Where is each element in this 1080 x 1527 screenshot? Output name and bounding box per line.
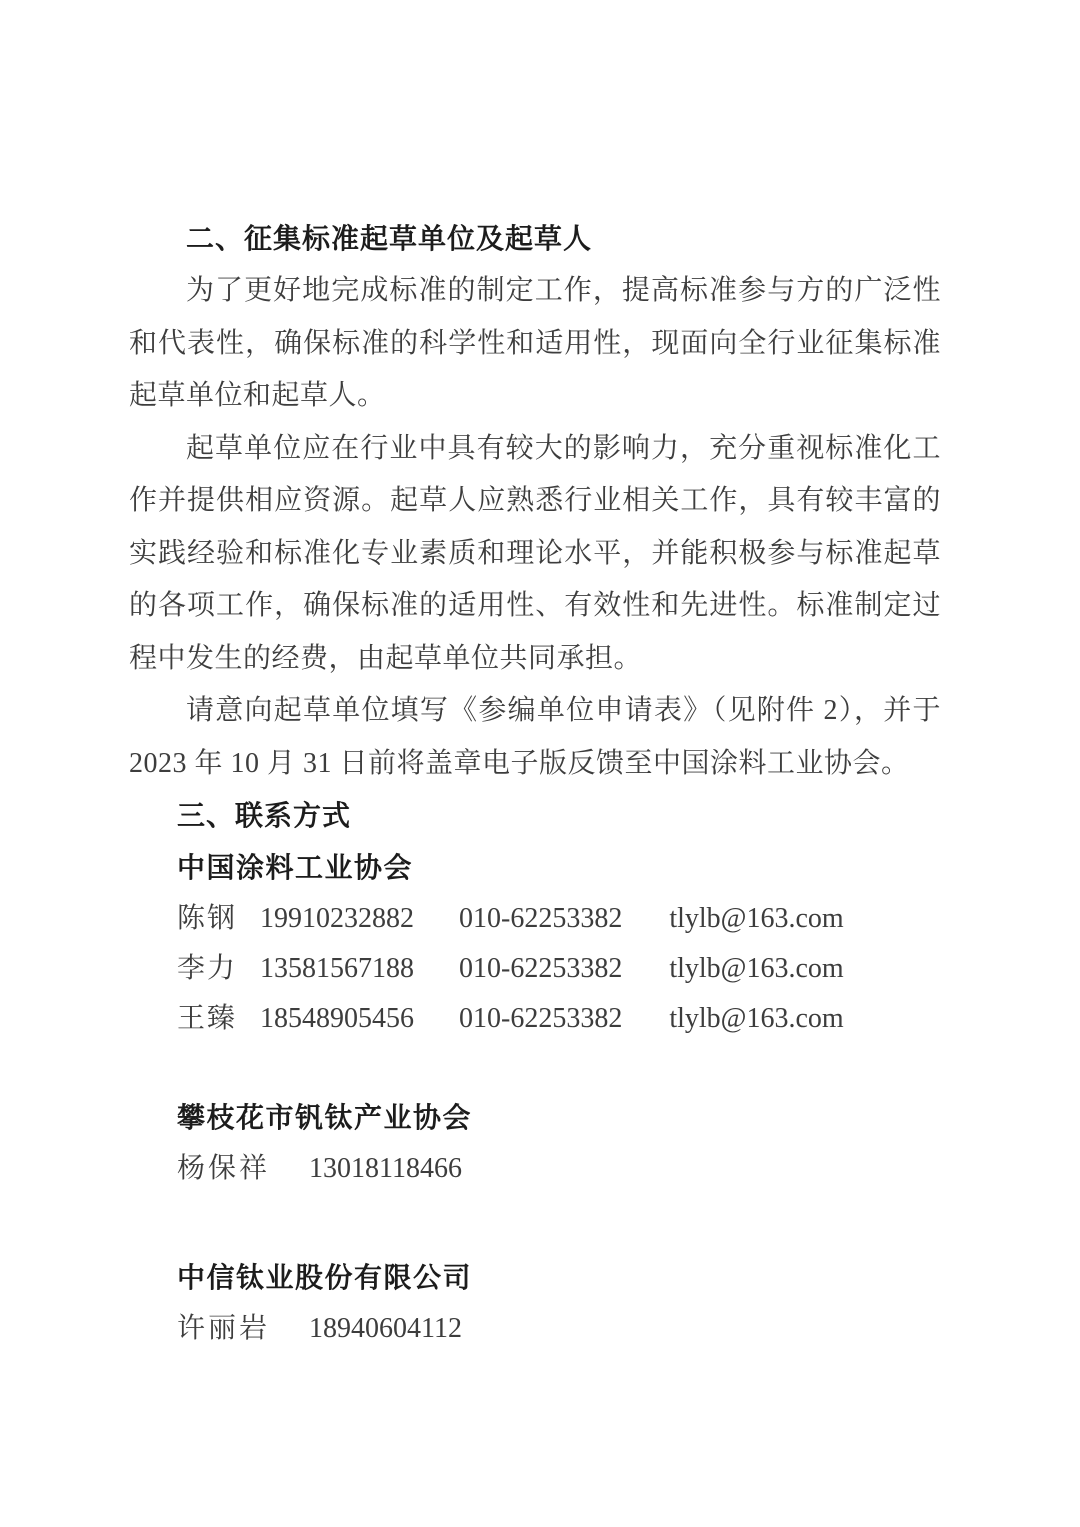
organization-block-citic — [129, 1252, 941, 1354]
contact-person: 李力 — [177, 953, 238, 984]
organization-name: 攀枝花市钒钛产业协会 — [177, 1102, 473, 1133]
contact-mobile: 18548905456 — [260, 1003, 415, 1034]
contact-phone: 010-62253382 — [459, 953, 623, 984]
contact-email: tlylb@163.com — [669, 1003, 844, 1034]
organization-block-panzhihua — [129, 1092, 941, 1194]
contact-mobile: 19910232882 — [260, 903, 415, 934]
contact-row — [129, 1304, 941, 1354]
contact-mobile: 13018118466 — [309, 1153, 462, 1184]
contact-phone: 010-62253382 — [459, 1003, 623, 1034]
section-2-paragraph-1: 为了更好地完成标准的制定工作，提高标准参与方的广泛性和代表性，确保标准的科学性和适用性，现面向全行业征集标准起草单位和起草人。 — [129, 275, 941, 411]
contact-person: 许丽岩 — [177, 1313, 271, 1344]
section-3-heading: 三、联系方式 — [177, 800, 352, 831]
contact-row — [129, 1144, 941, 1194]
organization-name: 中信钛业股份有限公司 — [177, 1262, 473, 1293]
document-content — [129, 213, 941, 1354]
organization-block-cncia — [129, 842, 941, 1044]
contact-phone: 010-62253382 — [459, 903, 623, 934]
contact-row — [129, 944, 941, 994]
contact-mobile: 13581567188 — [260, 953, 415, 984]
section-2-heading: 二、征集标准起草单位及起草人 — [186, 223, 593, 254]
contact-email: tlylb@163.com — [669, 903, 844, 934]
section-2-paragraph-3: 请意向起草单位填写《参编单位申请表》（见附件 2），并于 2023 年 10 月 31 日前将盖章电子版反馈至中国涂料工业协会。 — [129, 695, 941, 779]
contact-row — [129, 994, 941, 1044]
contact-mobile: 18940604112 — [309, 1313, 462, 1344]
contact-row — [129, 894, 941, 944]
contact-person: 陈钢 — [177, 903, 238, 934]
contact-person: 王臻 — [177, 1003, 238, 1034]
organization-name: 中国涂料工业协会 — [177, 852, 414, 883]
contact-person: 杨保祥 — [177, 1153, 271, 1184]
section-2-paragraph-2: 起草单位应在行业中具有较大的影响力，充分重视标准化工作并提供相应资源。起草人应熟悉行业相关工作，具有较丰富的实践经验和标准化专业素质和理论水平，并能积极参与标准起草的各项工作，确保标准的适用性、有效性和先进性。标准制定过程中发生的经费，由起草单位共同承担。 — [129, 432, 941, 674]
contact-email: tlylb@163.com — [669, 953, 844, 984]
